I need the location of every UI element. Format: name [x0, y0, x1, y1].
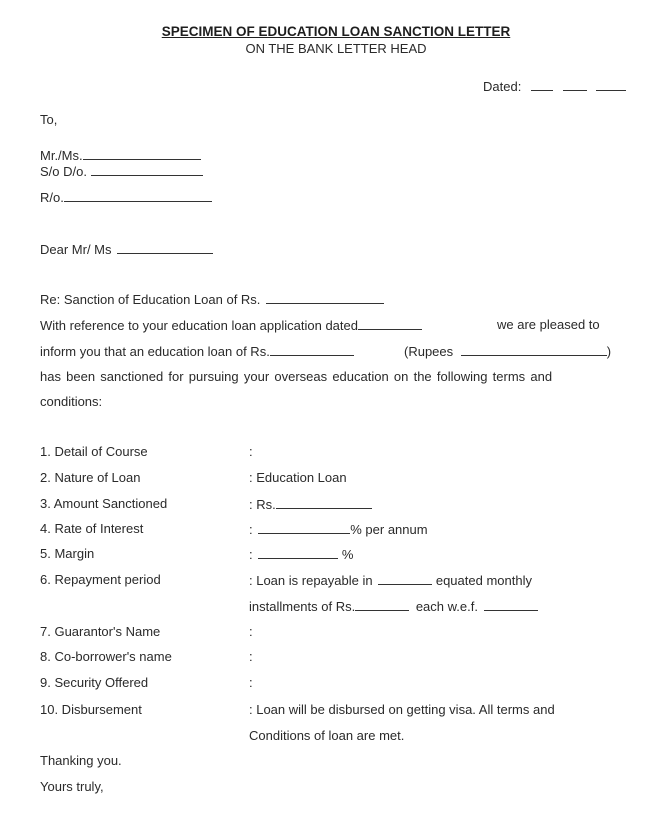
- dated-field: [483, 78, 626, 94]
- closing-signoff: Yours truly,: [40, 779, 104, 794]
- term-label: 4. Rate of Interest: [40, 521, 144, 536]
- subject-line: [40, 291, 384, 307]
- salutation: [40, 241, 213, 257]
- body-text: With reference to your education loan application dated: [40, 318, 358, 333]
- salutation-blank[interactable]: [117, 241, 213, 254]
- term-suffix: % per annum: [350, 522, 428, 537]
- term-value-text: installments of Rs.: [249, 599, 356, 614]
- date-day-blank[interactable]: [531, 78, 553, 91]
- installment-amount-blank[interactable]: [355, 598, 409, 611]
- term-label: 9. Security Offered: [40, 675, 149, 690]
- letter-title: SPECIMEN OF EDUCATION LOAN SANCTION LETTER: [161, 24, 511, 39]
- term-label: 3. Amount Sanctioned: [40, 496, 168, 511]
- name-blank[interactable]: [83, 147, 201, 160]
- term-value: [249, 572, 532, 588]
- relation-blank[interactable]: [91, 163, 203, 176]
- term-label: 1. Detail of Course: [40, 444, 148, 459]
- amount-sanctioned-blank[interactable]: [276, 496, 372, 509]
- term-label: 7. Guarantor's Name: [40, 624, 161, 639]
- interest-rate-blank[interactable]: [258, 521, 350, 534]
- salutation-text: Dear Mr/ Ms: [40, 242, 112, 257]
- term-suffix: %: [341, 547, 354, 562]
- margin-blank[interactable]: [258, 546, 338, 559]
- body-text: inform you that an education loan of Rs.: [40, 344, 270, 359]
- term-value-text: :: [249, 522, 253, 537]
- term-value: :: [249, 675, 253, 690]
- body-line-4: conditions:: [40, 394, 103, 409]
- term-value: [249, 598, 538, 614]
- term-label: 8. Co-borrower's name: [40, 649, 172, 664]
- closing-thanks: Thanking you.: [40, 753, 122, 768]
- residence-blank[interactable]: [64, 189, 212, 202]
- term-value-text: : Loan is repayable in: [249, 573, 373, 588]
- relation-label: S/o D/o.: [40, 164, 87, 179]
- term-value: :: [249, 624, 253, 639]
- residence-label: R/o.: [40, 190, 64, 205]
- term-value: [249, 521, 428, 537]
- application-date-blank[interactable]: [358, 317, 422, 330]
- subject-amount-blank[interactable]: [266, 291, 384, 304]
- term-label: 5. Margin: [40, 546, 95, 561]
- repayment-months-blank[interactable]: [378, 572, 432, 585]
- body-line-2: [40, 343, 354, 359]
- address-to: To,: [40, 112, 58, 127]
- name-field: [40, 147, 201, 163]
- body-line-3: has been sanctioned for pursuing your overseas education on the following terms and: [40, 369, 553, 384]
- amount-in-words-blank[interactable]: [461, 343, 607, 356]
- body-text: (Rupees: [404, 344, 454, 359]
- term-value: :: [249, 444, 253, 459]
- term-suffix: equated monthly: [435, 573, 532, 588]
- body-line-1: [40, 317, 422, 333]
- name-label: Mr./Ms.: [40, 148, 83, 163]
- body-text: ): [606, 344, 612, 359]
- loan-amount-blank[interactable]: [270, 343, 354, 356]
- body-line-2-rupees: [404, 343, 611, 359]
- term-label: 6. Repayment period: [40, 572, 161, 587]
- date-year-blank[interactable]: [596, 78, 626, 91]
- term-value: : Education Loan: [249, 470, 347, 485]
- term-value: [249, 496, 372, 512]
- term-value: :: [249, 649, 253, 664]
- body-line-1-end: we are pleased to: [497, 317, 600, 332]
- term-label: 2. Nature of Loan: [40, 470, 141, 485]
- residence-field: [40, 189, 212, 205]
- subject-text: Re: Sanction of Education Loan of Rs.: [40, 292, 261, 307]
- term-value-text: :: [249, 547, 253, 562]
- term-value-text: : Rs.: [249, 497, 276, 512]
- letter-subtitle: ON THE BANK LETTER HEAD: [245, 41, 427, 56]
- term-value: Conditions of loan are met.: [249, 728, 405, 743]
- term-value: : Loan will be disbursed on getting visa. All terms and: [249, 702, 555, 717]
- term-label: 10. Disbursement: [40, 702, 142, 717]
- relation-field: [40, 163, 203, 179]
- term-value: [249, 546, 353, 562]
- effective-date-blank[interactable]: [484, 598, 538, 611]
- date-month-blank[interactable]: [563, 78, 587, 91]
- term-suffix: each w.e.f.: [415, 599, 478, 614]
- dated-label: Dated:: [483, 79, 522, 94]
